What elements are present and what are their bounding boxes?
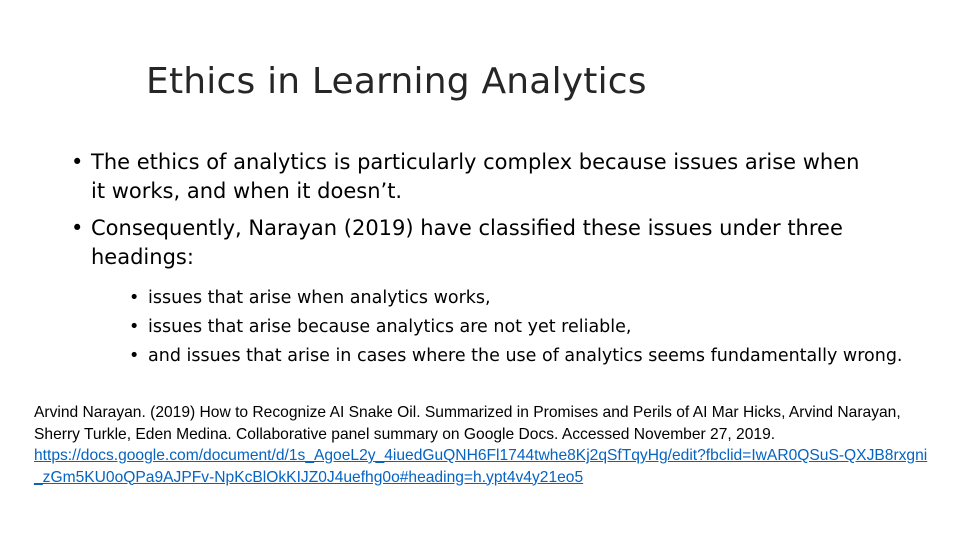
bullet-icon: •	[71, 216, 84, 240]
bullet-text: The ethics of analytics is particularly complex because issues arise when it works, and when it doesn’t.	[91, 150, 860, 203]
slide-title: Ethics in Learning Analytics	[146, 61, 647, 102]
bullet-item	[71, 148, 861, 206]
bullet-icon: •	[71, 150, 84, 174]
sub-bullet-item	[129, 284, 909, 313]
bullet-icon: •	[129, 317, 140, 337]
bullet-text: Consequently, Narayan (2019) have classified these issues under three headings:	[91, 216, 843, 269]
bullet-icon: •	[129, 346, 140, 366]
bullet-icon: •	[129, 288, 140, 308]
bullet-list	[71, 148, 903, 379]
sub-bullet-item	[129, 313, 909, 342]
reference-citation	[34, 402, 934, 488]
sub-bullet-item	[129, 342, 909, 371]
reference-link[interactable]: https://docs.google.com/document/d/1s_AgoeL2y_4iuedGuQNH6Fl1744twhe8Kj2qSfTqyHg/edit?fbclid=IwAR0QSuS-QXJB8rxgni_zGm5KU0oQPa9AJPFv-NpKcBlOkKIJZ0J4uefhg0o#heading=h.ypt4v4y21eo5	[34, 447, 928, 486]
sub-bullet-text: and issues that arise in cases where the use of analytics seems fundamentally wrong.	[148, 346, 903, 366]
sub-bullet-text: issues that arise when analytics works,	[148, 288, 491, 308]
bullet-item	[71, 214, 903, 371]
sub-bullet-text: issues that arise because analytics are not yet reliable,	[148, 317, 632, 337]
sub-bullet-list	[129, 284, 909, 371]
reference-text: Arvind Narayan. (2019) How to Recognize AI Snake Oil. Summarized in Promises and Perils of AI Mar Hicks, Arvind Narayan, Sherry Turkle, Eden Medina. Collaborative panel summary on Google Docs. Accessed November 27, 2019.	[34, 404, 901, 443]
